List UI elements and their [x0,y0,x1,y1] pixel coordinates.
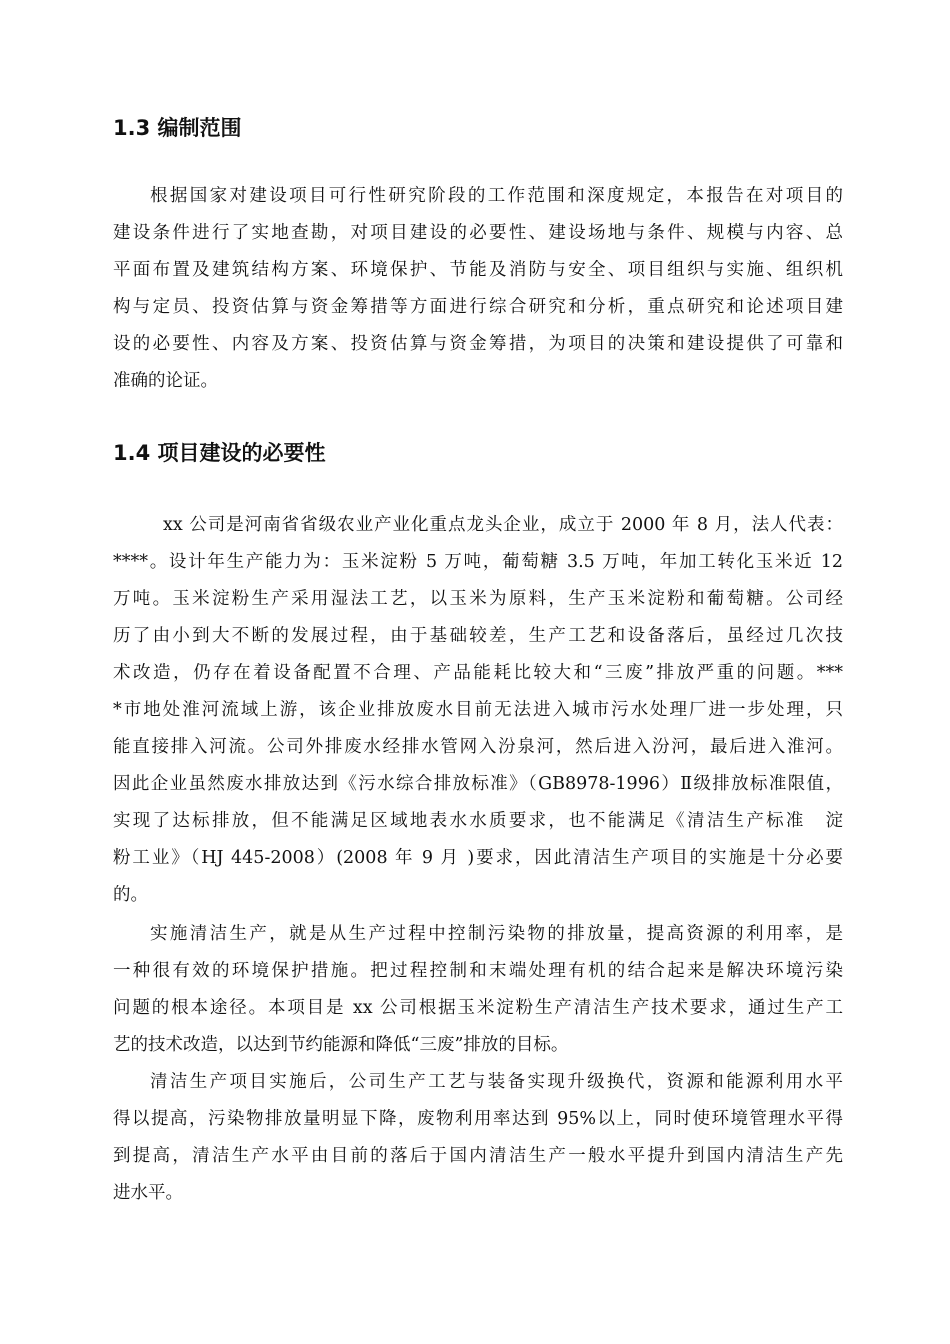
paragraph-line: 准确的论证。 [113,371,218,391]
paragraph-line: 清洁生产项目实施后，公司生产工艺与装备实现升级换代，资源和能源利用水平 [150,1072,843,1092]
necessity-paragraph-3 [113,1064,843,1212]
paragraph-line: 实施清洁生产，就是从生产过程中控制污染物的排放量，提高资源的利用率，是 [150,924,843,944]
paragraph-line: 设的必要性、内容及方案、投资估算与资金筹措，为项目的决策和建设提供了可靠和 [113,334,843,354]
section-heading-1-4: 1.4 项目建设的必要性 [113,441,326,465]
paragraph-line: 构与定员、投资估算与资金筹措等方面进行综合研究和分析，重点研究和论述项目建 [113,297,843,317]
paragraph-line: 到提高，清洁生产水平由目前的落后于国内清洁生产一般水平提升到国内清洁生产先 [113,1146,843,1166]
section-heading-1-3: 1.3 编制范围 [113,116,242,140]
paragraph-line: 平面布置及建筑结构方案、环境保护、节能及消防与安全、项目组织与实施、组织机 [113,260,843,280]
paragraph-line: 得以提高，污染物排放量明显下降，废物利用率达到 95%以上，同时使环境管理水平得 [113,1109,843,1129]
scope-paragraph [113,178,843,400]
paragraph-line: 实现了达标排放，但不能满足区域地表水水质要求，也不能满足《清洁生产标准 淀 [113,811,843,831]
paragraph-line: 一种很有效的环境保护措施。把过程控制和末端处理有机的结合起来是解决环境污染 [113,961,843,981]
paragraph-line: 历了由小到大不断的发展过程，由于基础较差，生产工艺和设备落后，虽经过几次技 [113,626,843,646]
paragraph-line: 问题的根本途径。本项目是 xx 公司根据玉米淀粉生产清洁生产技术要求，通过生产工 [113,998,843,1018]
paragraph-line: 建设条件进行了实地查勘，对项目建设的必要性、建设场地与条件、规模与内容、总 [113,223,843,243]
paragraph-line: 艺的技术改造，以达到节约能源和降低“三废”排放的目标。 [113,1035,569,1055]
paragraph-line: 粉工业》（HJ 445-2008）(2008 年 9 月 )要求，因此清洁生产项目的实施是十分必要 [113,848,843,868]
paragraph-line: 根据国家对建设项目可行性研究阶段的工作范围和深度规定，本报告在对项目的 [150,186,843,206]
paragraph-line: 的。 [113,885,148,905]
paragraph-line: *市地处淮河流域上游，该企业排放废水目前无法进入城市污水处理厂进一步处理，只 [113,700,843,720]
paragraph-line: 能直接排入河流。公司外排废水经排水管网入汾泉河，然后进入汾河，最后进入淮河。 [113,737,843,757]
necessity-paragraph-1 [113,507,843,914]
paragraph-line: 因此企业虽然废水排放达到《污水综合排放标准》（GB8978-1996）Ⅱ级排放标准限值， [113,774,843,794]
necessity-paragraph-2 [113,916,843,1064]
paragraph-line: xx 公司是河南省省级农业产业化重点龙头企业，成立于 2000 年 8 月，法人代表： [163,515,843,535]
paragraph-line: ****。设计年生产能力为：玉米淀粉 5 万吨，葡萄糖 3.5 万吨，年加工转化玉米近 12 [113,552,843,572]
paragraph-line: 进水平。 [113,1183,183,1203]
paragraph-line: 万吨。玉米淀粉生产采用湿法工艺，以玉米为原料，生产玉米淀粉和葡萄糖。公司经 [113,589,843,609]
paragraph-line: 术改造，仍存在着设备配置不合理、产品能耗比较大和“三废”排放严重的问题。*** [113,663,843,683]
